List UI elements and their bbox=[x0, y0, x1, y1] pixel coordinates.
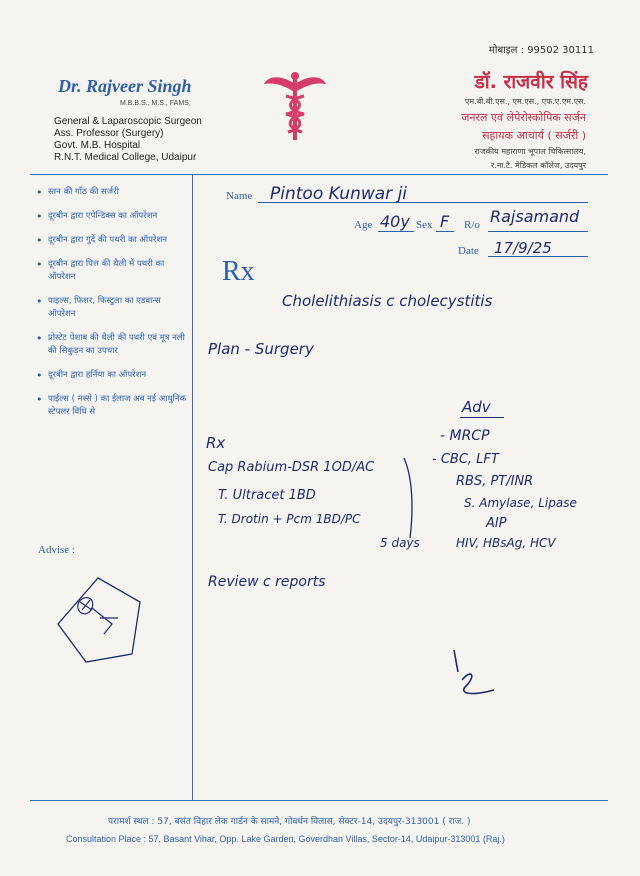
doctor-signature bbox=[446, 644, 506, 704]
service-item: • दूरबीन द्वारा पित्त की थैली में पथरी का ऑपरेशन bbox=[36, 258, 188, 284]
consultation-address-english: Consultation Place : 57, Basant Vihar, Opp. Lake Garden, Goverdhan Villas, Sector-14, Udaipur-313001 (Raj.) bbox=[66, 834, 505, 844]
plan: Plan - Surgery bbox=[208, 340, 314, 358]
mobile-number: मोबाइल : 99502 30111 bbox=[488, 45, 594, 56]
sex-label: Sex bbox=[416, 219, 433, 231]
hospital-hindi-line: राजकीय महाराणा भूपाल चिकित्सालय, bbox=[474, 147, 586, 156]
advice-item: S. Amylase, Lipase bbox=[464, 496, 577, 510]
diagnosis: Cholelithiasis c cholecystitis bbox=[282, 292, 493, 310]
medication: T. Ultracet 1BD bbox=[218, 488, 316, 503]
patient-age: 40y bbox=[380, 212, 410, 231]
name-label: Name bbox=[226, 190, 253, 202]
review-note: Review c reports bbox=[208, 574, 326, 590]
sex-underline bbox=[436, 231, 454, 232]
service-item: • पाइल्स, फिशर, फिस्टुला का एडवान्स ऑपरेशन bbox=[36, 295, 188, 321]
degrees-english: M.B.B.S., M.S., FAMS, bbox=[120, 100, 191, 107]
degrees-hindi: एम.बी.बी.एस., एम.एस., एफ.ए.एम.एस. bbox=[464, 97, 586, 106]
service-item: • स्तन की गाँठ की सर्जरी bbox=[36, 186, 188, 199]
designation-line: General & Laparoscopic Surgeon bbox=[54, 116, 202, 127]
patient-sex: F bbox=[440, 212, 450, 231]
services-list bbox=[36, 186, 188, 430]
consultation-address-hindi: परामर्श स्थल : 57, बसंत विहार लेक गार्डन के सामने, गोवर्धन विलास, सेक्टर-14, उदयपुर-313001 ( राज. ) bbox=[108, 817, 471, 827]
advice-item: RBS, PT/INR bbox=[456, 474, 534, 489]
advice-item: - CBC, LFT bbox=[432, 452, 499, 467]
designation-line: Ass. Professor (Surgery) bbox=[54, 128, 164, 139]
service-item: • पाईल्स ( मस्से ) का ईलाज अब नई आधुनिक स्टेपलर विधि से bbox=[36, 393, 188, 419]
patient-name: Pintoo Kunwar ji bbox=[270, 184, 408, 204]
college-hindi-line: र.ना.टै. मेडिकल कॉलेज, उदयपुर bbox=[491, 161, 586, 170]
designation-hindi-line: जनरल एवं लेपेरोस्कोपिक सर्जन bbox=[461, 111, 586, 124]
caduceus-logo-icon bbox=[262, 70, 328, 142]
age-underline bbox=[378, 231, 414, 232]
service-item: • प्रोस्टेट पेशाब की थैली की पथरी एवं मूत्र नली की सिकुड़न का उपचार bbox=[36, 332, 188, 358]
advice-item: HIV, HBsAg, HCV bbox=[456, 536, 556, 550]
designation-english bbox=[54, 116, 202, 164]
header-divider bbox=[30, 174, 608, 175]
designation-line: R.N.T. Medical College, Udaipur bbox=[54, 152, 197, 163]
service-item: • दूरबीन द्वारा एपेन्डिक्स का ऑपरेशन bbox=[36, 210, 188, 223]
advice-title: Adv bbox=[462, 398, 491, 416]
patient-residence: Rajsamand bbox=[490, 207, 580, 226]
medication: Cap Rabium-DSR 1OD/AC bbox=[208, 460, 375, 475]
pen-sketch-drawing bbox=[52, 574, 148, 666]
advise-label: Advise : bbox=[38, 544, 75, 556]
medication-bracket bbox=[402, 456, 418, 540]
designation-hindi-line: सहायक आचार्य ( सर्जरी ) bbox=[482, 129, 586, 142]
column-divider bbox=[192, 174, 193, 800]
duration: 5 days bbox=[380, 536, 420, 550]
service-item: • दूरबीन द्वारा गुर्दे की पथरी का ऑपरेशन bbox=[36, 234, 188, 247]
rx-symbol: Rx bbox=[222, 256, 255, 287]
residence-underline bbox=[488, 231, 588, 232]
advice-title-underline bbox=[460, 417, 504, 418]
doctor-name-english: Dr. Rajveer Singh bbox=[58, 76, 192, 96]
service-item: • दूरबीन द्वारा हर्निया का ऑपरेशन bbox=[36, 369, 188, 382]
designation-line: Govt. M.B. Hospital bbox=[54, 140, 141, 151]
visit-date: 17/9/25 bbox=[494, 239, 552, 257]
advice-item: AIP bbox=[486, 516, 507, 531]
date-label: Date bbox=[458, 245, 479, 257]
age-label: Age bbox=[354, 219, 373, 231]
doctor-name-hindi: डॉ. राजवीर सिंह bbox=[474, 71, 588, 93]
medication: T. Drotin + Pcm 1BD/PC bbox=[218, 512, 361, 526]
advice-item: - MRCP bbox=[440, 428, 490, 444]
footer-divider bbox=[30, 800, 608, 801]
rx-mark: Rx bbox=[206, 434, 226, 452]
residence-label: R/o bbox=[464, 219, 480, 231]
